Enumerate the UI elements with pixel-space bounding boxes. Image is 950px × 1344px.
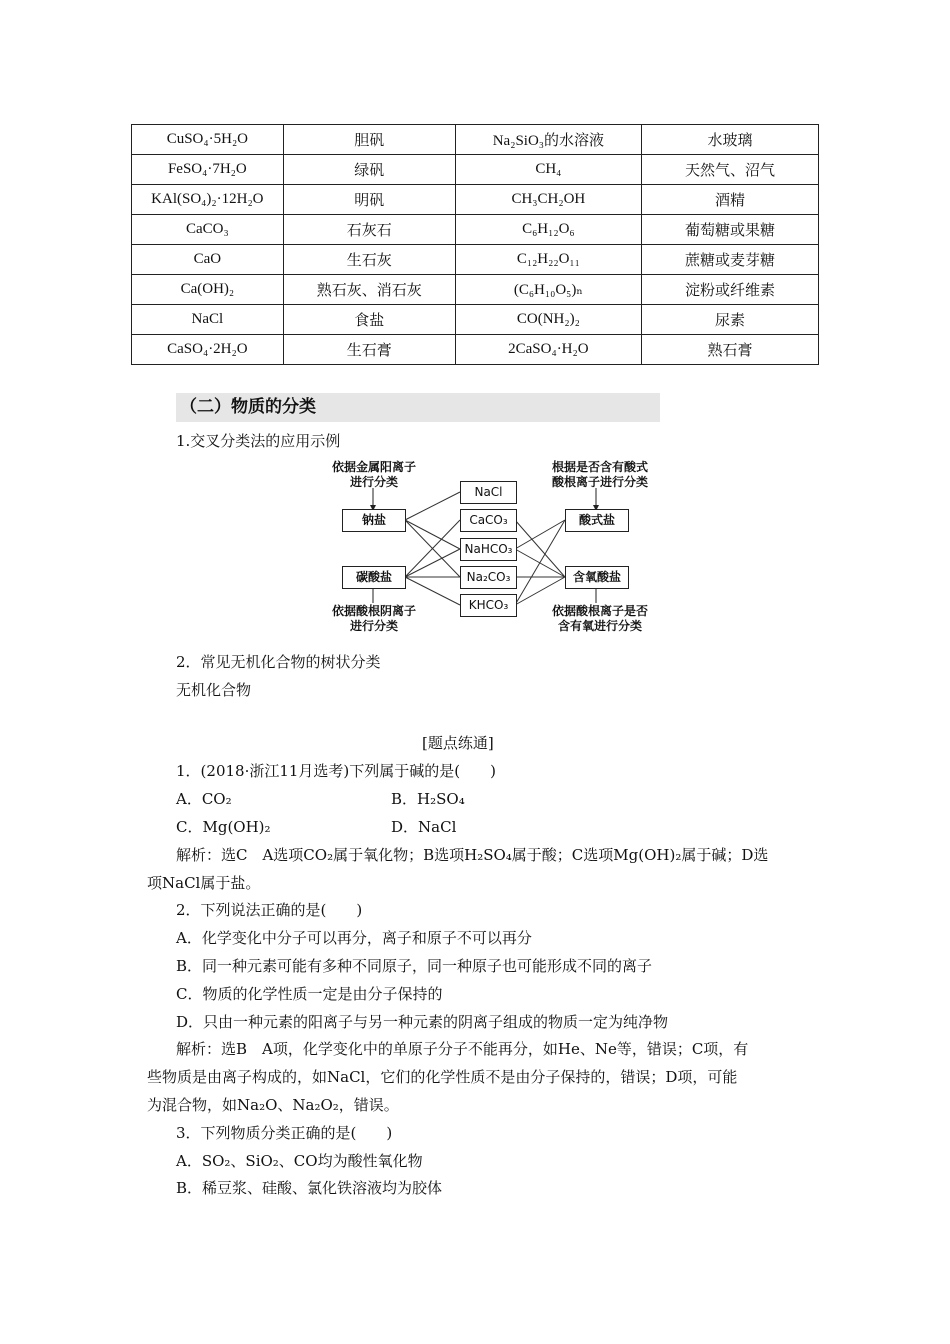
node-carbonate: 碳酸盐 (342, 566, 406, 589)
link-line (405, 492, 460, 520)
option-1a: A．CO₂ (176, 790, 232, 808)
table-cell: Ca(OH)₂ (132, 275, 284, 305)
table-cell: 2CaSO₄·H₂O (455, 335, 641, 365)
option-1b: B．H₂SO₄ (391, 790, 465, 808)
table-cell: 蔗糖或麦芽糖 (642, 245, 819, 275)
table-row (132, 125, 819, 155)
caption-line: 依据酸根阴离子 (331, 604, 416, 618)
option-2c: C．物质的化学性质一定是由分子保持的 (176, 985, 443, 1003)
table-row (132, 305, 819, 335)
analysis-2-line2: 些物质是由离子构成的，如NaCl，它们的化学性质不是由分子保持的，错误；D项，可能 (147, 1068, 738, 1086)
link-line (515, 520, 565, 549)
link-line (515, 520, 565, 577)
table-row (132, 275, 819, 305)
caption-line: 依据金属阳离子 (331, 460, 416, 474)
left-top-caption (314, 460, 434, 490)
table-row (132, 185, 819, 215)
practice-title: [题点练通] (422, 734, 494, 752)
caption-line: 进行分类 (349, 475, 398, 489)
table-cell: 食盐 (283, 305, 455, 335)
table-cell: NaCl (132, 305, 284, 335)
table-cell: 酒精 (642, 185, 819, 215)
question-2: 2．下列说法正确的是( ) (176, 901, 363, 919)
left-bottom-caption (314, 604, 434, 634)
table-cell: CaO (132, 245, 284, 275)
table-cell: FeSO₄·7H₂O (132, 155, 284, 185)
analysis-2-line1: 解析：选B A项，化学变化中的单原子分子不能再分，如He、Ne等，错误；C项，有 (176, 1040, 749, 1058)
item2-sub: 无机化合物 (176, 681, 252, 699)
link-line (405, 577, 460, 605)
table-cell: 胆矾 (283, 125, 455, 155)
analysis-1-line2: 项NaCl属于盐。 (147, 874, 261, 892)
node-oxysalt: 含氧酸盐 (565, 566, 629, 589)
cross-classification-diagram (300, 458, 670, 638)
caption-line: 根据是否含有酸式 (551, 460, 648, 474)
link-line (405, 520, 460, 549)
table-cell: 水玻璃 (642, 125, 819, 155)
node-caco3: CaCO₃ (460, 509, 517, 532)
option-3b: B．稀豆浆、硅酸、氯化铁溶液均为胶体 (176, 1179, 443, 1197)
table-cell: CH₄ (455, 155, 641, 185)
table-cell: CH₃CH₂OH (455, 185, 641, 215)
option-1d: D．NaCl (391, 818, 457, 836)
table-cell: 生石膏 (283, 335, 455, 365)
option-2d: D．只由一种元素的阳离子与另一种元素的阴离子组成的物质一定为纯净物 (176, 1013, 669, 1031)
caption-line: 进行分类 (349, 619, 398, 633)
table-row (132, 335, 819, 365)
table-cell: CaSO₄·2H₂O (132, 335, 284, 365)
right-bottom-caption (532, 604, 668, 634)
option-1c: C．Mg(OH)₂ (176, 818, 271, 836)
right-top-caption (532, 460, 668, 490)
node-sodium-salt: 钠盐 (342, 509, 406, 532)
analysis-2-line3: 为混合物，如Na₂O、Na₂O₂，错误。 (147, 1096, 399, 1114)
table-cell: 绿矾 (283, 155, 455, 185)
table-cell: C₁₂H₂₂O₁₁ (455, 245, 641, 275)
table-row (132, 155, 819, 185)
chemical-names-table (131, 124, 819, 365)
question-1: 1．(2018·浙江11月选考)下列属于碱的是( ) (176, 762, 496, 780)
analysis-1-line1: 解析：选C A选项CO₂属于氧化物；B选项H₂SO₄属于酸；C选项Mg(OH)₂属于碱；D选 (176, 846, 769, 864)
table-cell: CaCO₃ (132, 215, 284, 245)
table-cell: 淀粉或纤维素 (642, 275, 819, 305)
caption-line: 酸根离子进行分类 (551, 475, 648, 489)
table-row (132, 245, 819, 275)
table-cell: C₆H₁₂O₆ (455, 215, 641, 245)
table-cell: CuSO₄·5H₂O (132, 125, 284, 155)
item2-title: 2．常见无机化合物的树状分类 (176, 653, 381, 671)
table-cell: 熟石灰、消石灰 (283, 275, 455, 305)
section-title: （二）物质的分类 (176, 393, 660, 422)
link-line (515, 577, 565, 605)
table-row (132, 215, 819, 245)
option-2b: B．同一种元素可能有多种不同原子，同一种原子也可能形成不同的离子 (176, 957, 653, 975)
table-cell: 生石灰 (283, 245, 455, 275)
option-3a: A．SO₂、SiO₂、CO均为酸性氧化物 (176, 1152, 423, 1170)
node-na2co3: Na₂CO₃ (460, 566, 517, 589)
question-3: 3．下列物质分类正确的是( ) (176, 1124, 393, 1142)
node-acid-salt: 酸式盐 (565, 509, 629, 532)
item1-title: 1.交叉分类法的应用示例 (176, 432, 341, 450)
table-cell: 石灰石 (283, 215, 455, 245)
caption-line: 含有氧进行分类 (557, 619, 642, 633)
node-khco3: KHCO₃ (460, 594, 517, 617)
link-line (515, 549, 565, 577)
table-cell: (C₆H₁₀O₅)ₙ (455, 275, 641, 305)
table-cell: Na₂SiO₃的水溶液 (455, 125, 641, 155)
option-2a: A．化学变化中分子可以再分，离子和原子不可以再分 (176, 929, 532, 947)
table-cell: 尿素 (642, 305, 819, 335)
table-cell: KAl(SO₄)₂·12H₂O (132, 185, 284, 215)
table-cell: CO(NH₂)₂ (455, 305, 641, 335)
table-cell: 天然气、沼气 (642, 155, 819, 185)
node-nahco3: NaHCO₃ (460, 538, 517, 561)
table-cell: 熟石膏 (642, 335, 819, 365)
table-cell: 葡萄糖或果糖 (642, 215, 819, 245)
table-cell: 明矾 (283, 185, 455, 215)
caption-line: 依据酸根离子是否 (551, 604, 648, 618)
link-line (405, 549, 460, 577)
node-nacl: NaCl (460, 481, 517, 504)
